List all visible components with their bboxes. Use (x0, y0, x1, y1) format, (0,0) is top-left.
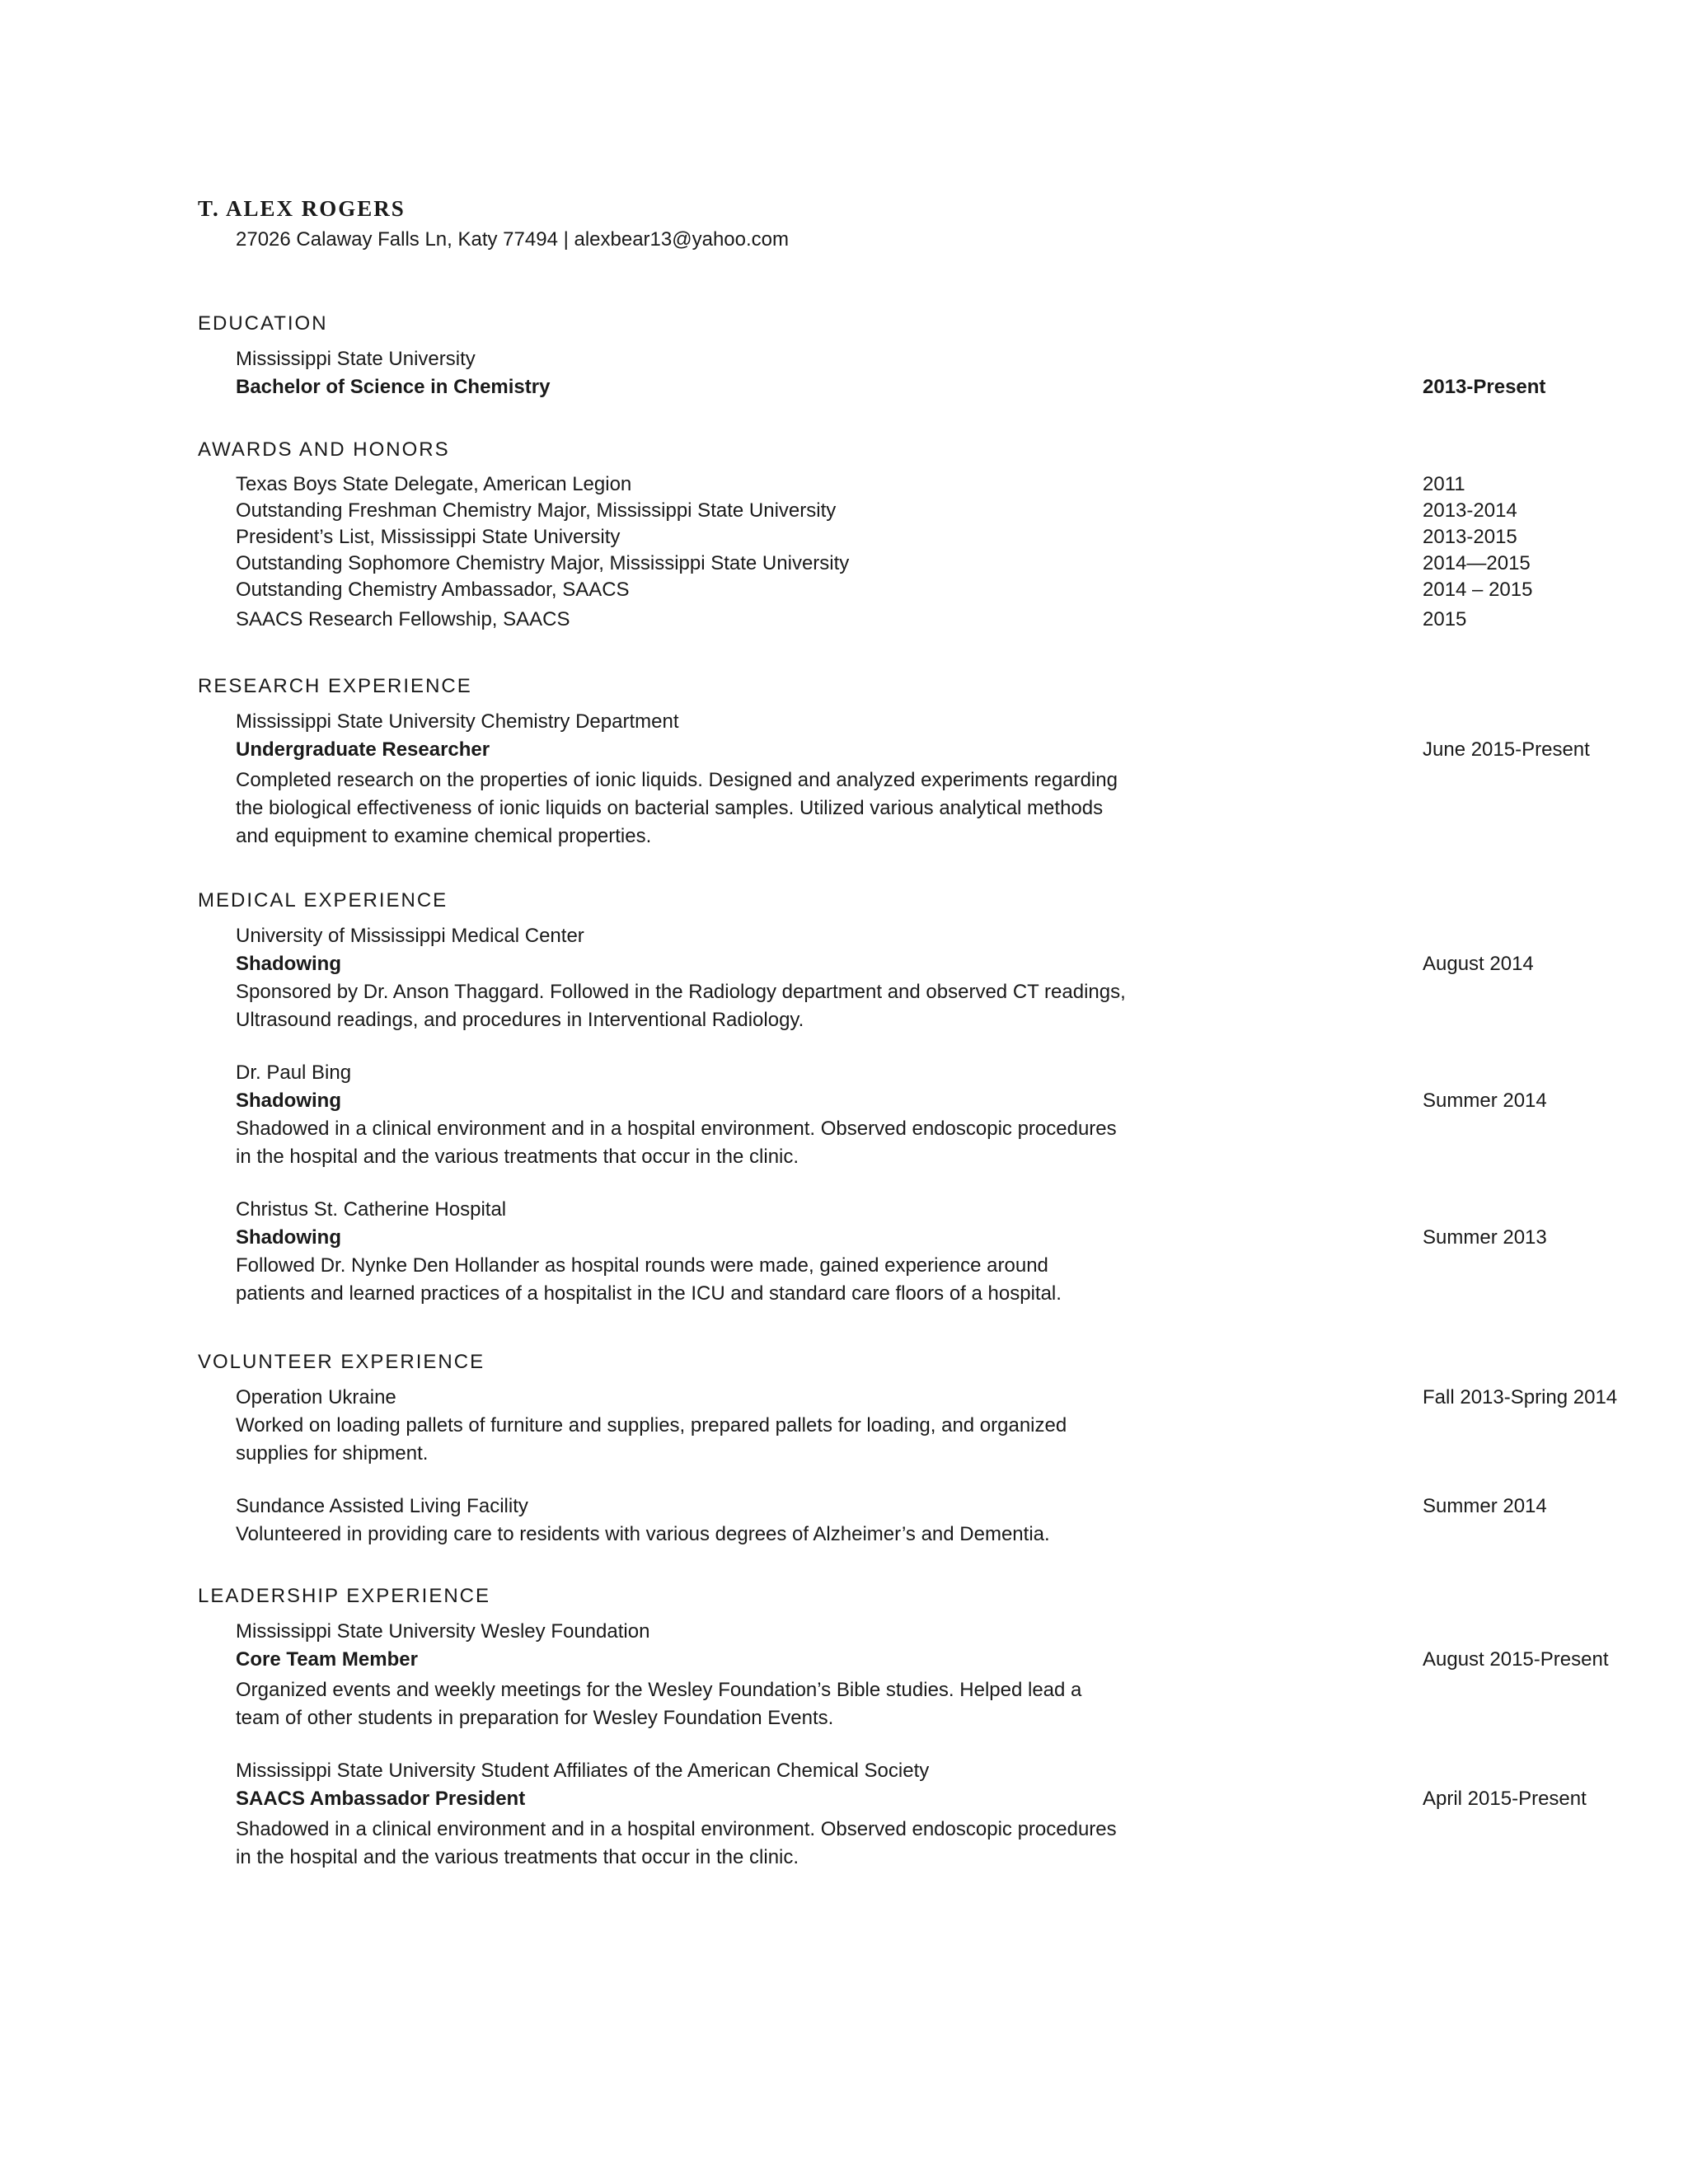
volunteer-org-name: Operation Ukraine (236, 1386, 396, 1408)
volunteer-description (198, 1521, 1192, 1549)
leadership-org-name: Mississippi State University Student Affiliates of the American Chemical Society (236, 1760, 930, 1782)
medical-date: Summer 2014 (1423, 1090, 1547, 1112)
award-date: 2013-2015 (1423, 526, 1517, 548)
research-role-row (198, 736, 1590, 764)
award-item (198, 498, 1517, 524)
medical-role-row (198, 950, 1534, 978)
medical-desc-line: Sponsored by Dr. Anson Thaggard. Followed in the Radiology department and observed CT readings, (236, 981, 1126, 1003)
medical-role: Shadowing (236, 1090, 341, 1112)
research-section (198, 673, 1590, 851)
award-item (198, 524, 1517, 551)
award-date: 2014—2015 (1423, 552, 1531, 574)
medical-desc-line: in the hospital and the various treatments that occur in the clinic. (236, 1146, 799, 1168)
leadership-org (198, 1618, 1307, 1646)
leadership-desc-line: Shadowed in a clinical environment and in a hospital environment. Observed endoscopic procedures (236, 1818, 1117, 1840)
volunteer-desc-line: Volunteered in providing care to residents with various degrees of Alzheimer’s and Dementia. (236, 1523, 1050, 1545)
research-description (198, 766, 1192, 851)
leadership-description (198, 1816, 1192, 1872)
volunteer-desc-line: Worked on loading pallets of furniture and supplies, prepared pallets for loading, and organized (236, 1414, 1067, 1436)
medical-org-name: Dr. Paul Bing (236, 1062, 352, 1084)
medical-desc-line: Shadowed in a clinical environment and in a hospital environment. Observed endoscopic procedures (236, 1118, 1117, 1140)
volunteer-date: Fall 2013-Spring 2014 (1423, 1386, 1618, 1408)
contact-info: 27026 Calaway Falls Ln, Katy 77494 | alexbear13@yahoo.com (236, 228, 790, 251)
leadership-role: Core Team Member (236, 1648, 418, 1671)
award-item (198, 607, 1517, 633)
volunteer-org-row (198, 1384, 1618, 1412)
medical-date: Summer 2013 (1423, 1226, 1547, 1249)
medical-org-name: Christus St. Catherine Hospital (236, 1198, 507, 1221)
medical-entry (198, 1196, 1547, 1308)
education-date: 2013-Present (1423, 376, 1546, 398)
awards-section (198, 436, 1533, 633)
research-desc-line: Completed research on the properties of ionic liquids. Designed and analyzed experiments regarding (236, 769, 1118, 791)
education-school (198, 345, 1307, 373)
leadership-entry (198, 1757, 1587, 1872)
medical-desc-line: Ultrasound readings, and procedures in Interventional Radiology. (236, 1009, 804, 1031)
resume-name: T. ALEX ROGERS (198, 196, 406, 221)
medical-description (198, 1115, 1192, 1171)
research-desc-line: and equipment to examine chemical properties. (236, 825, 652, 847)
medical-description (198, 978, 1192, 1034)
education-school-name: Mississippi State University (236, 348, 476, 370)
award-item (198, 551, 1531, 577)
award-date: 2013-2014 (1423, 499, 1517, 522)
medical-org (198, 1196, 1307, 1224)
medical-role-row (198, 1224, 1547, 1252)
awards-heading: AWARDS AND HONORS (198, 438, 450, 461)
medical-section (198, 887, 1547, 1308)
leadership-entry (198, 1618, 1609, 1732)
medical-org-name: University of Mississippi Medical Center (236, 925, 584, 947)
research-heading: RESEARCH EXPERIENCE (198, 675, 472, 697)
education-degree: Bachelor of Science in Chemistry (236, 376, 551, 398)
award-date: 2011 (1423, 473, 1465, 495)
medical-role: Shadowing (236, 953, 341, 975)
medical-entry (198, 922, 1534, 1034)
volunteer-section (198, 1348, 1618, 1549)
leadership-desc-line: in the hospital and the various treatments that occur in the clinic. (236, 1846, 799, 1868)
education-degree-row (198, 373, 1546, 401)
award-label: Outstanding Sophomore Chemistry Major, Mississippi State University (236, 552, 850, 574)
medical-org (198, 922, 1307, 950)
award-date: 2015 (1423, 608, 1467, 630)
research-desc-line: the biological effectiveness of ionic liquids on bacterial samples. Utilized various analytical methods (236, 797, 1104, 819)
medical-org (198, 1059, 1307, 1087)
award-label: Outstanding Freshman Chemistry Major, Mississippi State University (236, 499, 837, 522)
leadership-description (198, 1676, 1192, 1732)
leadership-heading: LEADERSHIP EXPERIENCE (198, 1585, 490, 1607)
leadership-desc-line: team of other students in preparation for Wesley Foundation Events. (236, 1707, 834, 1729)
volunteer-heading: VOLUNTEER EXPERIENCE (198, 1351, 485, 1373)
award-label: Outstanding Chemistry Ambassador, SAACS (236, 579, 630, 601)
award-item (198, 471, 1517, 498)
medical-role-row (198, 1087, 1547, 1115)
award-label: SAACS Research Fellowship, SAACS (236, 608, 570, 630)
volunteer-entry (198, 1493, 1547, 1549)
medical-desc-line: patients and learned practices of a hospitalist in the ICU and standard care floors of a hospital. (236, 1282, 1062, 1305)
leadership-org (198, 1757, 1307, 1785)
education-heading: EDUCATION (198, 312, 328, 335)
leadership-date: April 2015-Present (1423, 1788, 1587, 1810)
medical-heading: MEDICAL EXPERIENCE (198, 889, 448, 912)
award-label: President’s List, Mississippi State University (236, 526, 621, 548)
medical-entry (198, 1059, 1547, 1171)
leadership-role-row (198, 1785, 1587, 1813)
award-date: 2014 – 2015 (1423, 579, 1533, 601)
medical-date: August 2014 (1423, 953, 1534, 975)
research-role: Undergraduate Researcher (236, 738, 490, 761)
volunteer-org-row (198, 1493, 1547, 1521)
volunteer-entry (198, 1384, 1618, 1468)
leadership-desc-line: Organized events and weekly meetings for the Wesley Foundation’s Bible studies. Helped lead a (236, 1679, 1082, 1701)
volunteer-description (198, 1412, 1192, 1468)
award-label: Texas Boys State Delegate, American Legion (236, 473, 632, 495)
leadership-role-row (198, 1646, 1609, 1674)
leadership-org-name: Mississippi State University Wesley Foundation (236, 1620, 650, 1643)
leadership-role: SAACS Ambassador President (236, 1788, 526, 1810)
research-date: June 2015-Present (1423, 738, 1590, 761)
leadership-date: August 2015-Present (1423, 1648, 1609, 1671)
award-item (198, 577, 1533, 603)
leadership-section (198, 1582, 1609, 1872)
research-org-name: Mississippi State University Chemistry Department (236, 710, 679, 733)
medical-role: Shadowing (236, 1226, 341, 1249)
education-section (198, 310, 1546, 401)
volunteer-org-name: Sundance Assisted Living Facility (236, 1495, 528, 1517)
medical-desc-line: Followed Dr. Nynke Den Hollander as hospital rounds were made, gained experience around (236, 1254, 1048, 1277)
medical-description (198, 1252, 1192, 1308)
volunteer-desc-line: supplies for shipment. (236, 1442, 429, 1465)
volunteer-date: Summer 2014 (1423, 1495, 1547, 1517)
research-org (198, 708, 1307, 736)
